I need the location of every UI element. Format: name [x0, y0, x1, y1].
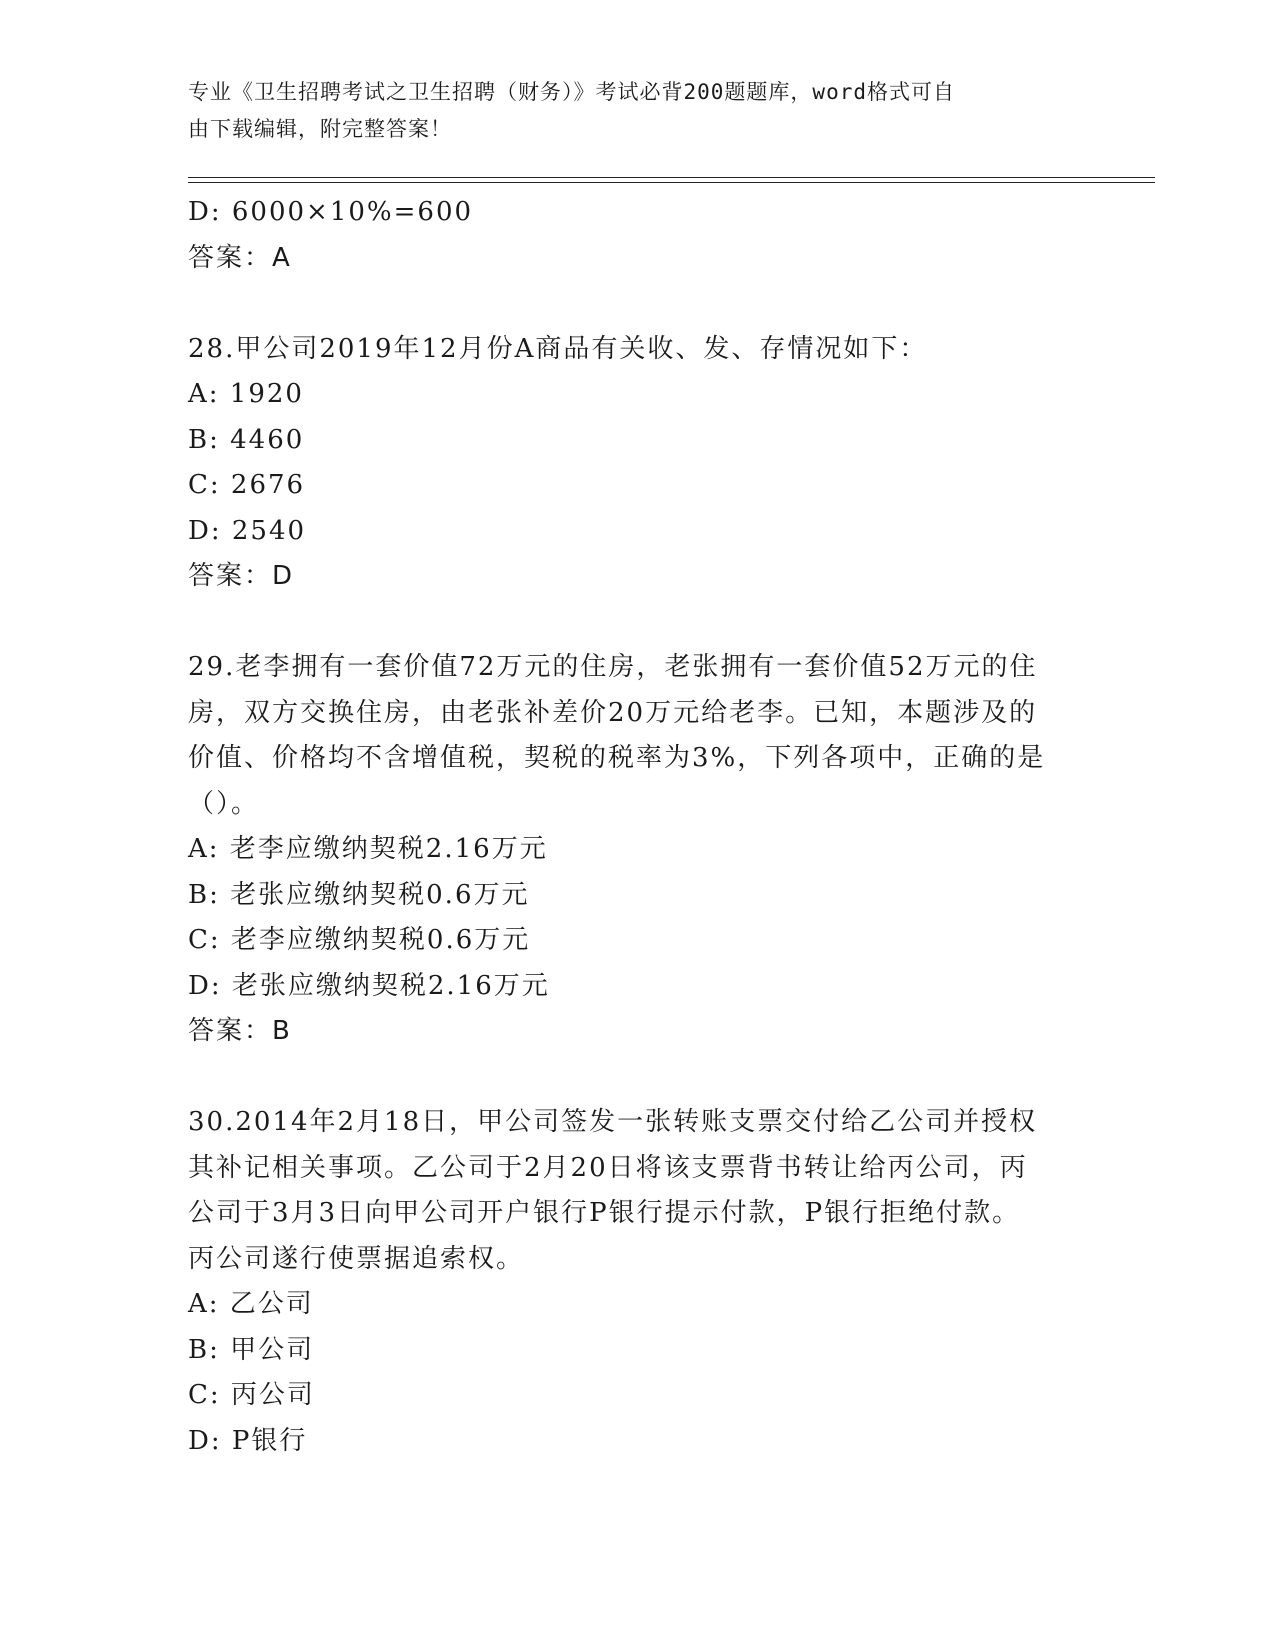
q28-answer: 答案：D: [188, 561, 295, 591]
q29-stem-line-3: 价值、价格均不含增值税，契税的税率为3%，下列各项中，正确的是: [188, 743, 1046, 773]
q29-option-b: B: 老张应缴纳契税0.6万元: [188, 879, 530, 910]
header-line-1: 专业《卫生招聘考试之卫生招聘（财务）》考试必背200题题库，word格式可自: [188, 80, 955, 104]
prev-answer: 答案：A: [188, 242, 292, 273]
q29-stem-line-2: 房，双方交换住房，由老张补差价20万元给老李。已知，本题涉及的: [188, 697, 1038, 728]
spacer: [188, 1055, 1088, 1101]
q29-option-d: D: 老张应缴纳契税2.16万元: [188, 970, 550, 1001]
q30-option-c: C: 丙公司: [188, 1380, 315, 1410]
q29-stem-line-1: 29.老李拥有一套价值72万元的住房，老张拥有一套价值52万元的住: [188, 652, 1038, 682]
q28-stem: 28.甲公司2019年12月份A商品有关收、发、存情况如下：: [188, 333, 928, 364]
document-body: [188, 190, 1088, 1464]
q30-option-b: B: 甲公司: [188, 1334, 315, 1365]
q30-stem-line-1: 30.2014年2月18日，甲公司签发一张转账支票交付给乙公司并授权: [188, 1107, 1038, 1137]
q29-option-c: C: 老李应缴纳契税0.6万元: [188, 925, 531, 955]
q29-answer: 答案：B: [188, 1016, 292, 1046]
q28-option-c: C: 2676: [188, 470, 306, 500]
document-header: [188, 74, 1068, 148]
header-divider-bottom: [188, 182, 1155, 183]
q30-stem-line-3: 公司于3月3日向甲公司开户银行P银行提示付款，P银行拒绝付款。: [188, 1198, 1021, 1228]
q28-option-b: B: 4460: [188, 424, 305, 455]
header-divider-top: [188, 177, 1155, 178]
q28-option-d: D: 2540: [188, 515, 307, 546]
q30-option-a: A: 乙公司: [188, 1289, 314, 1319]
q30-stem-line-2: 其补记相关事项。乙公司于2月20日将该支票背书转让给丙公司，丙: [188, 1152, 1028, 1183]
spacer: [188, 281, 1088, 327]
q30-option-d: D: P银行: [188, 1425, 308, 1456]
q29-option-a: A: 老李应缴纳契税2.16万元: [188, 834, 548, 864]
header-line-2: 由下载编辑，附完整答案！: [188, 117, 452, 141]
prev-option-d: D: 6000×10%=600: [188, 197, 474, 227]
q29-stem-line-4: （）。: [188, 788, 260, 819]
q30-stem-line-4: 丙公司遂行使票据追索权。: [188, 1243, 525, 1274]
q28-option-a: A: 1920: [188, 379, 304, 409]
spacer: [188, 600, 1088, 646]
